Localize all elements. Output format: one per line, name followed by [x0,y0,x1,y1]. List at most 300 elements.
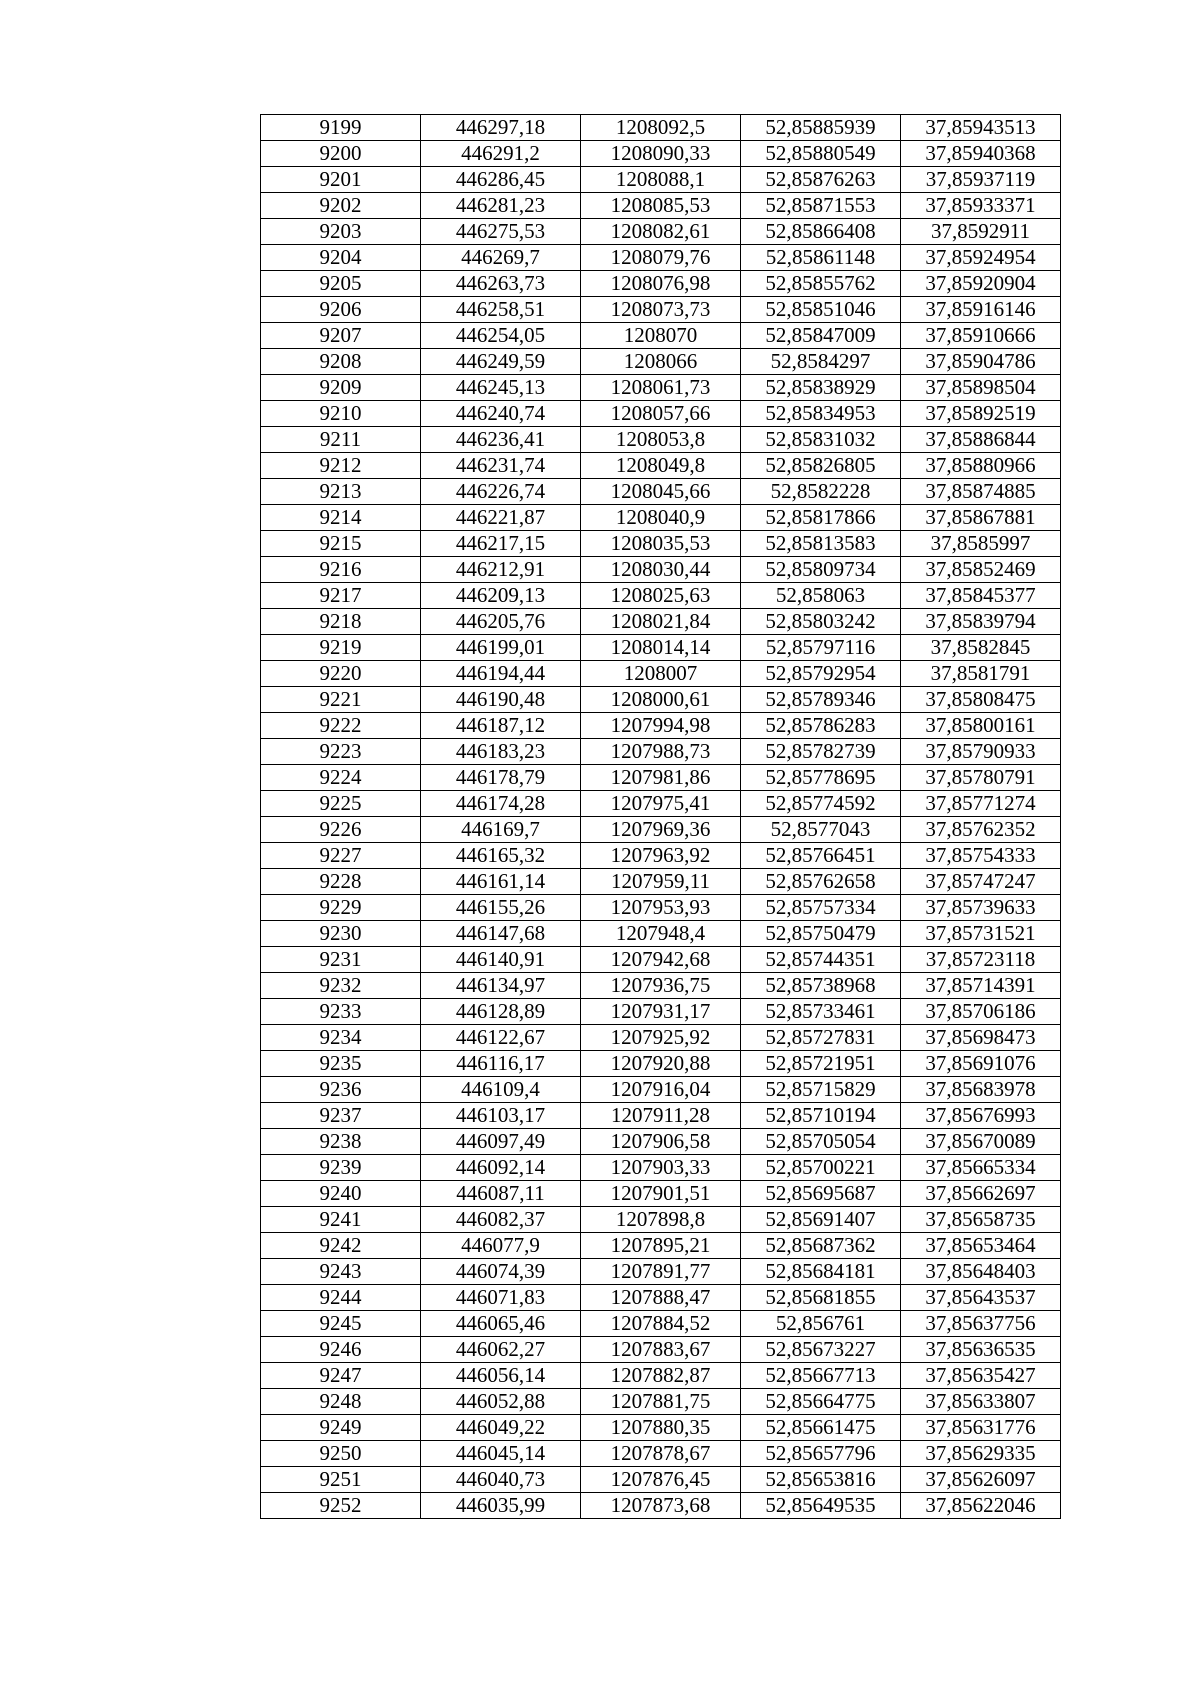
x-coordinate-cell: 446062,27 [421,1337,581,1363]
longitude-cell: 37,85916146 [901,297,1061,323]
latitude-cell: 52,85786283 [741,713,901,739]
latitude-cell: 52,85687362 [741,1233,901,1259]
latitude-cell: 52,85826805 [741,453,901,479]
latitude-cell: 52,85803242 [741,609,901,635]
point-number-cell: 9245 [261,1311,421,1337]
y-coordinate-cell: 1208057,66 [581,401,741,427]
point-number-cell: 9240 [261,1181,421,1207]
point-number-cell: 9225 [261,791,421,817]
y-coordinate-cell: 1208076,98 [581,271,741,297]
table-row [261,479,1061,505]
y-coordinate-cell: 1208035,53 [581,531,741,557]
latitude-cell: 52,85649535 [741,1493,901,1519]
latitude-cell: 52,85733461 [741,999,901,1025]
longitude-cell: 37,85940368 [901,141,1061,167]
y-coordinate-cell: 1207920,88 [581,1051,741,1077]
point-number-cell: 9229 [261,895,421,921]
y-coordinate-cell: 1207969,36 [581,817,741,843]
point-number-cell: 9236 [261,1077,421,1103]
table-row [261,1311,1061,1337]
table-row [261,245,1061,271]
table-row [261,713,1061,739]
table-row [261,895,1061,921]
point-number-cell: 9244 [261,1285,421,1311]
longitude-cell: 37,85937119 [901,167,1061,193]
latitude-cell: 52,85792954 [741,661,901,687]
longitude-cell: 37,85920904 [901,271,1061,297]
latitude-cell: 52,85750479 [741,921,901,947]
x-coordinate-cell: 446236,41 [421,427,581,453]
longitude-cell: 37,85622046 [901,1493,1061,1519]
y-coordinate-cell: 1207981,86 [581,765,741,791]
point-number-cell: 9228 [261,869,421,895]
x-coordinate-cell: 446212,91 [421,557,581,583]
latitude-cell: 52,85705054 [741,1129,901,1155]
latitude-cell: 52,85657796 [741,1441,901,1467]
longitude-cell: 37,85780791 [901,765,1061,791]
point-number-cell: 9207 [261,323,421,349]
y-coordinate-cell: 1208073,73 [581,297,741,323]
point-number-cell: 9214 [261,505,421,531]
point-number-cell: 9210 [261,401,421,427]
y-coordinate-cell: 1208088,1 [581,167,741,193]
point-number-cell: 9226 [261,817,421,843]
longitude-cell: 37,8581791 [901,661,1061,687]
longitude-cell: 37,85852469 [901,557,1061,583]
y-coordinate-cell: 1207936,75 [581,973,741,999]
table-row [261,869,1061,895]
longitude-cell: 37,85892519 [901,401,1061,427]
table-row [261,1389,1061,1415]
table-row [261,427,1061,453]
x-coordinate-cell: 446297,18 [421,115,581,141]
table-row [261,921,1061,947]
table-row [261,349,1061,375]
x-coordinate-cell: 446049,22 [421,1415,581,1441]
x-coordinate-cell: 446269,7 [421,245,581,271]
longitude-cell: 37,85648403 [901,1259,1061,1285]
x-coordinate-cell: 446286,45 [421,167,581,193]
y-coordinate-cell: 1208070 [581,323,741,349]
table-row [261,1441,1061,1467]
table-row [261,115,1061,141]
point-number-cell: 9241 [261,1207,421,1233]
table-row [261,1467,1061,1493]
longitude-cell: 37,85633807 [901,1389,1061,1415]
point-number-cell: 9230 [261,921,421,947]
x-coordinate-cell: 446263,73 [421,271,581,297]
longitude-cell: 37,85747247 [901,869,1061,895]
latitude-cell: 52,85817866 [741,505,901,531]
x-coordinate-cell: 446074,39 [421,1259,581,1285]
latitude-cell: 52,856761 [741,1311,901,1337]
longitude-cell: 37,85626097 [901,1467,1061,1493]
x-coordinate-cell: 446205,76 [421,609,581,635]
table-row [261,687,1061,713]
point-number-cell: 9232 [261,973,421,999]
longitude-cell: 37,85867881 [901,505,1061,531]
latitude-cell: 52,85673227 [741,1337,901,1363]
longitude-cell: 37,85731521 [901,921,1061,947]
x-coordinate-cell: 446134,97 [421,973,581,999]
y-coordinate-cell: 1208082,61 [581,219,741,245]
x-coordinate-cell: 446140,91 [421,947,581,973]
y-coordinate-cell: 1208085,53 [581,193,741,219]
longitude-cell: 37,85943513 [901,115,1061,141]
longitude-cell: 37,85714391 [901,973,1061,999]
latitude-cell: 52,85778695 [741,765,901,791]
x-coordinate-cell: 446128,89 [421,999,581,1025]
point-number-cell: 9237 [261,1103,421,1129]
x-coordinate-cell: 446109,4 [421,1077,581,1103]
point-number-cell: 9220 [261,661,421,687]
x-coordinate-cell: 446199,01 [421,635,581,661]
y-coordinate-cell: 1207994,98 [581,713,741,739]
longitude-cell: 37,85670089 [901,1129,1061,1155]
point-number-cell: 9249 [261,1415,421,1441]
latitude-cell: 52,85813583 [741,531,901,557]
x-coordinate-cell: 446178,79 [421,765,581,791]
longitude-cell: 37,85658735 [901,1207,1061,1233]
table-row [261,739,1061,765]
x-coordinate-cell: 446226,74 [421,479,581,505]
x-coordinate-cell: 446065,46 [421,1311,581,1337]
point-number-cell: 9239 [261,1155,421,1181]
x-coordinate-cell: 446161,14 [421,869,581,895]
x-coordinate-cell: 446092,14 [421,1155,581,1181]
table-row [261,1129,1061,1155]
table-row [261,1285,1061,1311]
point-number-cell: 9203 [261,219,421,245]
x-coordinate-cell: 446165,32 [421,843,581,869]
table-row [261,791,1061,817]
table-row [261,531,1061,557]
point-number-cell: 9238 [261,1129,421,1155]
y-coordinate-cell: 1207959,11 [581,869,741,895]
y-coordinate-cell: 1208079,76 [581,245,741,271]
latitude-cell: 52,85809734 [741,557,901,583]
latitude-cell: 52,85667713 [741,1363,901,1389]
latitude-cell: 52,85861148 [741,245,901,271]
table-row [261,141,1061,167]
table-row [261,453,1061,479]
x-coordinate-cell: 446190,48 [421,687,581,713]
x-coordinate-cell: 446281,23 [421,193,581,219]
y-coordinate-cell: 1207878,67 [581,1441,741,1467]
y-coordinate-cell: 1207873,68 [581,1493,741,1519]
y-coordinate-cell: 1207901,51 [581,1181,741,1207]
longitude-cell: 37,85629335 [901,1441,1061,1467]
point-number-cell: 9218 [261,609,421,635]
x-coordinate-cell: 446187,12 [421,713,581,739]
latitude-cell: 52,8584297 [741,349,901,375]
latitude-cell: 52,85866408 [741,219,901,245]
longitude-cell: 37,85933371 [901,193,1061,219]
y-coordinate-cell: 1208030,44 [581,557,741,583]
point-number-cell: 9250 [261,1441,421,1467]
longitude-cell: 37,85653464 [901,1233,1061,1259]
x-coordinate-cell: 446249,59 [421,349,581,375]
y-coordinate-cell: 1207903,33 [581,1155,741,1181]
latitude-cell: 52,85653816 [741,1467,901,1493]
longitude-cell: 37,85790933 [901,739,1061,765]
x-coordinate-cell: 446122,67 [421,1025,581,1051]
x-coordinate-cell: 446183,23 [421,739,581,765]
x-coordinate-cell: 446231,74 [421,453,581,479]
table-row [261,1233,1061,1259]
y-coordinate-cell: 1207888,47 [581,1285,741,1311]
y-coordinate-cell: 1207882,87 [581,1363,741,1389]
point-number-cell: 9204 [261,245,421,271]
table-row [261,401,1061,427]
longitude-cell: 37,85886844 [901,427,1061,453]
table-row [261,375,1061,401]
longitude-cell: 37,85691076 [901,1051,1061,1077]
x-coordinate-cell: 446174,28 [421,791,581,817]
y-coordinate-cell: 1208066 [581,349,741,375]
longitude-cell: 37,85635427 [901,1363,1061,1389]
x-coordinate-cell: 446035,99 [421,1493,581,1519]
x-coordinate-cell: 446291,2 [421,141,581,167]
point-number-cell: 9242 [261,1233,421,1259]
y-coordinate-cell: 1208061,73 [581,375,741,401]
latitude-cell: 52,85744351 [741,947,901,973]
point-number-cell: 9209 [261,375,421,401]
latitude-cell: 52,85876263 [741,167,901,193]
latitude-cell: 52,858063 [741,583,901,609]
y-coordinate-cell: 1207881,75 [581,1389,741,1415]
table-row [261,297,1061,323]
x-coordinate-cell: 446254,05 [421,323,581,349]
y-coordinate-cell: 1207925,92 [581,1025,741,1051]
table-row [261,1103,1061,1129]
table-row [261,193,1061,219]
y-coordinate-cell: 1208007 [581,661,741,687]
table-row [261,817,1061,843]
point-number-cell: 9199 [261,115,421,141]
x-coordinate-cell: 446097,49 [421,1129,581,1155]
point-number-cell: 9248 [261,1389,421,1415]
latitude-cell: 52,8582228 [741,479,901,505]
point-number-cell: 9251 [261,1467,421,1493]
y-coordinate-cell: 1207898,8 [581,1207,741,1233]
longitude-cell: 37,85800161 [901,713,1061,739]
longitude-cell: 37,8592911 [901,219,1061,245]
x-coordinate-cell: 446240,74 [421,401,581,427]
y-coordinate-cell: 1207916,04 [581,1077,741,1103]
x-coordinate-cell: 446147,68 [421,921,581,947]
latitude-cell: 52,85782739 [741,739,901,765]
point-number-cell: 9246 [261,1337,421,1363]
latitude-cell: 52,85684181 [741,1259,901,1285]
x-coordinate-cell: 446045,14 [421,1441,581,1467]
table-row [261,947,1061,973]
y-coordinate-cell: 1208045,66 [581,479,741,505]
table-row [261,765,1061,791]
point-number-cell: 9211 [261,427,421,453]
table-row [261,1337,1061,1363]
latitude-cell: 52,85789346 [741,687,901,713]
latitude-cell: 52,85715829 [741,1077,901,1103]
longitude-cell: 37,85723118 [901,947,1061,973]
longitude-cell: 37,8585997 [901,531,1061,557]
latitude-cell: 52,85831032 [741,427,901,453]
y-coordinate-cell: 1208000,61 [581,687,741,713]
latitude-cell: 52,85762658 [741,869,901,895]
latitude-cell: 52,85851046 [741,297,901,323]
x-coordinate-cell: 446155,26 [421,895,581,921]
y-coordinate-cell: 1207895,21 [581,1233,741,1259]
table-row [261,583,1061,609]
table-row [261,999,1061,1025]
table-row [261,1051,1061,1077]
table-row [261,1363,1061,1389]
coordinates-table [260,114,1061,1519]
point-number-cell: 9202 [261,193,421,219]
latitude-cell: 52,85695687 [741,1181,901,1207]
x-coordinate-cell: 446071,83 [421,1285,581,1311]
longitude-cell: 37,85636535 [901,1337,1061,1363]
latitude-cell: 52,85700221 [741,1155,901,1181]
longitude-cell: 37,85839794 [901,609,1061,635]
table-row [261,843,1061,869]
longitude-cell: 37,85754333 [901,843,1061,869]
longitude-cell: 37,85676993 [901,1103,1061,1129]
x-coordinate-cell: 446194,44 [421,661,581,687]
y-coordinate-cell: 1207942,68 [581,947,741,973]
y-coordinate-cell: 1207883,67 [581,1337,741,1363]
latitude-cell: 52,85738968 [741,973,901,999]
y-coordinate-cell: 1208014,14 [581,635,741,661]
point-number-cell: 9216 [261,557,421,583]
latitude-cell: 52,85727831 [741,1025,901,1051]
x-coordinate-cell: 446209,13 [421,583,581,609]
table-row [261,1493,1061,1519]
latitude-cell: 52,85847009 [741,323,901,349]
y-coordinate-cell: 1207906,58 [581,1129,741,1155]
longitude-cell: 37,85898504 [901,375,1061,401]
latitude-cell: 52,85774592 [741,791,901,817]
point-number-cell: 9200 [261,141,421,167]
point-number-cell: 9201 [261,167,421,193]
longitude-cell: 37,85643537 [901,1285,1061,1311]
x-coordinate-cell: 446116,17 [421,1051,581,1077]
y-coordinate-cell: 1207880,35 [581,1415,741,1441]
y-coordinate-cell: 1208092,5 [581,115,741,141]
x-coordinate-cell: 446217,15 [421,531,581,557]
longitude-cell: 37,85880966 [901,453,1061,479]
longitude-cell: 37,85904786 [901,349,1061,375]
table-row [261,1155,1061,1181]
table-row [261,1415,1061,1441]
latitude-cell: 52,8577043 [741,817,901,843]
longitude-cell: 37,85910666 [901,323,1061,349]
y-coordinate-cell: 1208025,63 [581,583,741,609]
table-row [261,557,1061,583]
longitude-cell: 37,85662697 [901,1181,1061,1207]
point-number-cell: 9235 [261,1051,421,1077]
latitude-cell: 52,85757334 [741,895,901,921]
x-coordinate-cell: 446087,11 [421,1181,581,1207]
table-row [261,219,1061,245]
point-number-cell: 9206 [261,297,421,323]
point-number-cell: 9233 [261,999,421,1025]
y-coordinate-cell: 1207911,28 [581,1103,741,1129]
y-coordinate-cell: 1207891,77 [581,1259,741,1285]
latitude-cell: 52,85664775 [741,1389,901,1415]
x-coordinate-cell: 446056,14 [421,1363,581,1389]
longitude-cell: 37,85739633 [901,895,1061,921]
coordinates-table-body [261,115,1061,1519]
latitude-cell: 52,85691407 [741,1207,901,1233]
latitude-cell: 52,85721951 [741,1051,901,1077]
y-coordinate-cell: 1207931,17 [581,999,741,1025]
point-number-cell: 9222 [261,713,421,739]
table-row [261,1077,1061,1103]
x-coordinate-cell: 446221,87 [421,505,581,531]
point-number-cell: 9247 [261,1363,421,1389]
table-row [261,505,1061,531]
table-row [261,167,1061,193]
y-coordinate-cell: 1208040,9 [581,505,741,531]
point-number-cell: 9252 [261,1493,421,1519]
longitude-cell: 37,8582845 [901,635,1061,661]
point-number-cell: 9205 [261,271,421,297]
table-row [261,1259,1061,1285]
point-number-cell: 9227 [261,843,421,869]
longitude-cell: 37,85924954 [901,245,1061,271]
point-number-cell: 9231 [261,947,421,973]
x-coordinate-cell: 446077,9 [421,1233,581,1259]
y-coordinate-cell: 1208021,84 [581,609,741,635]
y-coordinate-cell: 1207975,41 [581,791,741,817]
y-coordinate-cell: 1208053,8 [581,427,741,453]
longitude-cell: 37,85637756 [901,1311,1061,1337]
y-coordinate-cell: 1207953,93 [581,895,741,921]
table-row [261,1207,1061,1233]
y-coordinate-cell: 1208049,8 [581,453,741,479]
longitude-cell: 37,85665334 [901,1155,1061,1181]
x-coordinate-cell: 446052,88 [421,1389,581,1415]
table-row [261,973,1061,999]
longitude-cell: 37,85808475 [901,687,1061,713]
point-number-cell: 9215 [261,531,421,557]
x-coordinate-cell: 446275,53 [421,219,581,245]
latitude-cell: 52,85880549 [741,141,901,167]
y-coordinate-cell: 1207988,73 [581,739,741,765]
longitude-cell: 37,85698473 [901,1025,1061,1051]
latitude-cell: 52,85855762 [741,271,901,297]
point-number-cell: 9223 [261,739,421,765]
y-coordinate-cell: 1207948,4 [581,921,741,947]
longitude-cell: 37,85631776 [901,1415,1061,1441]
longitude-cell: 37,85874885 [901,479,1061,505]
latitude-cell: 52,85838929 [741,375,901,401]
latitude-cell: 52,85661475 [741,1415,901,1441]
y-coordinate-cell: 1207876,45 [581,1467,741,1493]
latitude-cell: 52,85710194 [741,1103,901,1129]
point-number-cell: 9234 [261,1025,421,1051]
point-number-cell: 9213 [261,479,421,505]
x-coordinate-cell: 446245,13 [421,375,581,401]
x-coordinate-cell: 446169,7 [421,817,581,843]
y-coordinate-cell: 1207884,52 [581,1311,741,1337]
point-number-cell: 9243 [261,1259,421,1285]
point-number-cell: 9208 [261,349,421,375]
x-coordinate-cell: 446258,51 [421,297,581,323]
table-row [261,271,1061,297]
longitude-cell: 37,85762352 [901,817,1061,843]
